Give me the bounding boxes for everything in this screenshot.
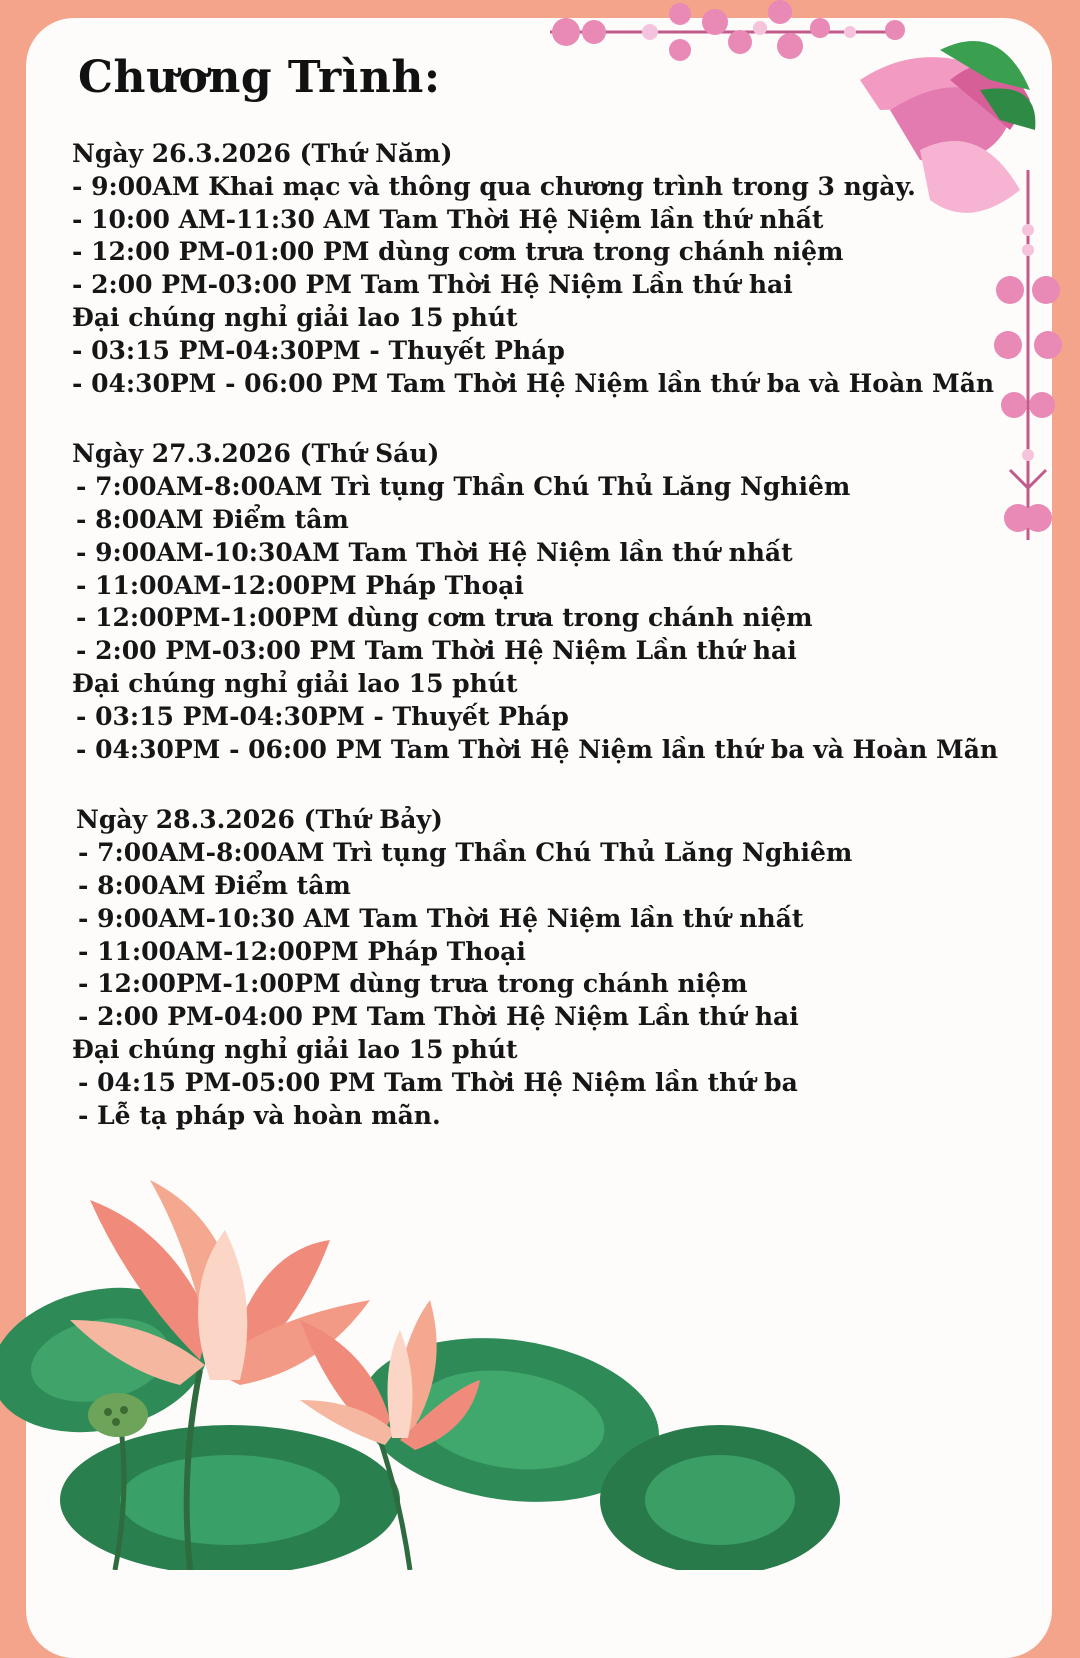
day-heading: Ngày 27.3.2026 (Thứ Sáu) — [72, 439, 440, 469]
break-note: Đại chúng nghỉ giải lao 15 phút — [72, 668, 518, 698]
schedule-item: - Lễ tạ pháp và hoàn mãn. — [78, 1100, 441, 1130]
schedule-item: - 12:00 PM-01:00 PM dùng cơm trưa trong chánh niệm — [72, 237, 844, 267]
day-section — [72, 804, 1032, 1132]
schedule-item: - 12:00PM-1:00PM dùng trưa trong chánh niệm — [78, 969, 748, 999]
day-heading: Ngày 28.3.2026 (Thứ Bảy) — [76, 805, 443, 835]
schedule-item: - 04:30PM - 06:00 PM Tam Thời Hệ Niệm lần thứ ba và Hoàn Mãn — [76, 734, 999, 764]
schedule-item: - 04:30PM - 06:00 PM Tam Thời Hệ Niệm lần thứ ba và Hoàn Mãn — [72, 368, 995, 398]
schedule-item: - 8:00AM Điểm tâm — [78, 870, 351, 900]
break-note: Đại chúng nghỉ giải lao 15 phút — [72, 302, 518, 332]
day-section — [72, 138, 1032, 400]
schedule-item: - 03:15 PM-04:30PM - Thuyết Pháp — [72, 335, 565, 365]
schedule-item: - 03:15 PM-04:30PM - Thuyết Pháp — [76, 701, 569, 731]
schedule-item: - 12:00PM-1:00PM dùng cơm trưa trong chánh niệm — [76, 603, 813, 633]
schedule-item: - 11:00AM-12:00PM Pháp Thoại — [78, 936, 526, 966]
page-title: Chương Trình: — [78, 52, 441, 103]
schedule-item: - 7:00AM-8:00AM Trì tụng Thần Chú Thủ Lăng Nghiêm — [76, 472, 851, 502]
schedule-item: - 8:00AM Điểm tâm — [76, 504, 349, 534]
lotus-and-leaves-decoration — [0, 1170, 900, 1570]
schedule-item: - 9:00AM-10:30AM Tam Thời Hệ Niệm lần thứ nhất — [76, 537, 793, 567]
schedule — [72, 138, 1032, 1170]
schedule-item: - 9:00AM Khai mạc và thông qua chương trình trong 3 ngày. — [72, 171, 916, 201]
schedule-item: - 11:00AM-12:00PM Pháp Thoại — [76, 570, 524, 600]
schedule-item: - 2:00 PM-04:00 PM Tam Thời Hệ Niệm Lần thứ hai — [78, 1002, 799, 1032]
day-section — [72, 438, 1032, 766]
schedule-item: - 04:15 PM-05:00 PM Tam Thời Hệ Niệm lần thứ ba — [78, 1067, 798, 1097]
day-heading: Ngày 26.3.2026 (Thứ Năm) — [72, 139, 453, 168]
schedule-item: - 10:00 AM-11:30 AM Tam Thời Hệ Niệm lần thứ nhất — [72, 204, 824, 234]
schedule-item: - 2:00 PM-03:00 PM Tam Thời Hệ Niệm Lần thứ hai — [72, 270, 793, 300]
schedule-item: - 2:00 PM-03:00 PM Tam Thời Hệ Niệm Lần thứ hai — [76, 636, 797, 666]
schedule-item: - 9:00AM-10:30 AM Tam Thời Hệ Niệm lần thứ nhất — [78, 903, 804, 933]
break-note: Đại chúng nghỉ giải lao 15 phút — [72, 1034, 518, 1064]
schedule-item: - 7:00AM-8:00AM Trì tụng Thần Chú Thủ Lăng Nghiêm — [78, 838, 853, 868]
